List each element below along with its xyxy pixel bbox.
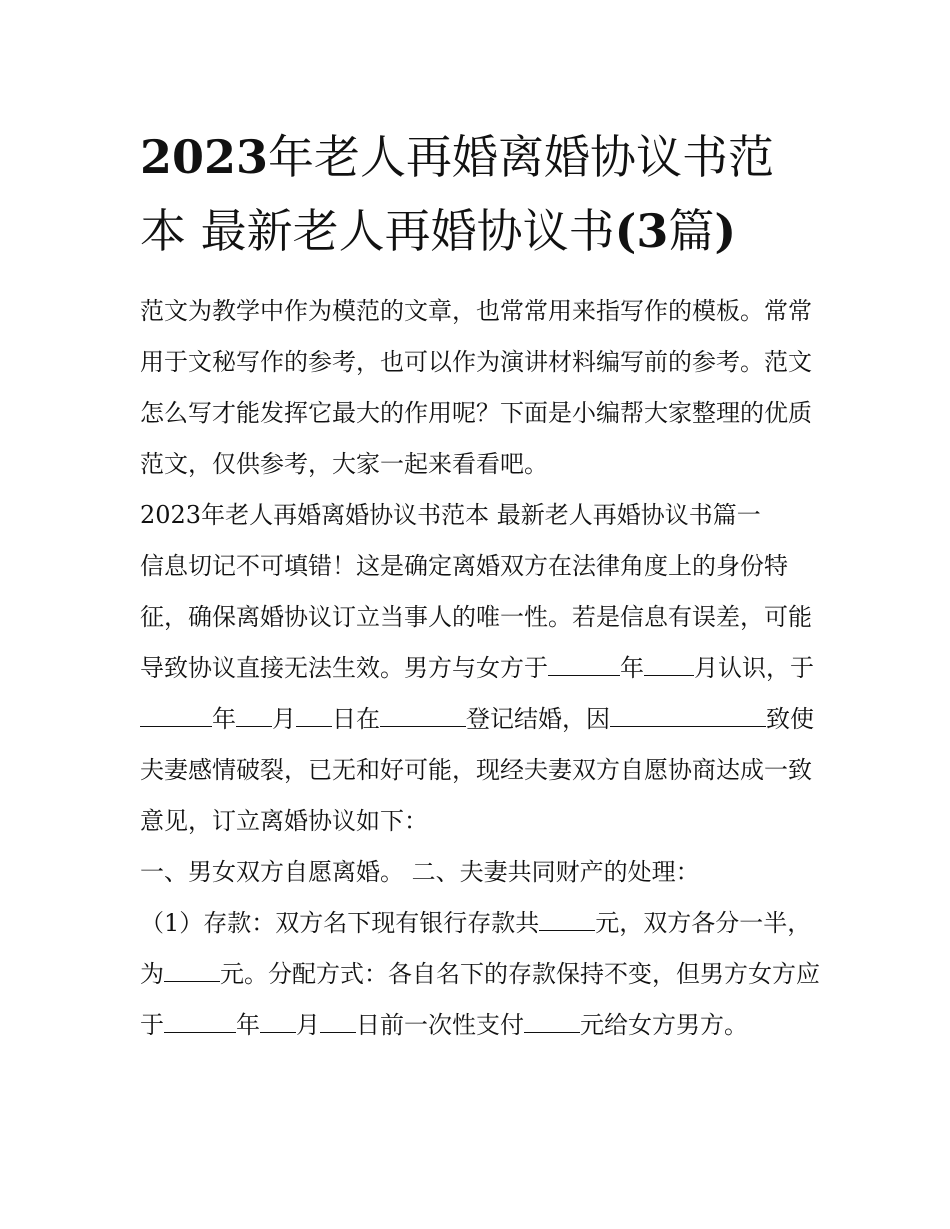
blank-field xyxy=(164,959,220,982)
para3-text-c: 元。分配方式：各自名下的存款保持不变，但男方女方应于 xyxy=(140,960,820,1039)
blank-field xyxy=(548,653,620,676)
blank-field xyxy=(644,653,694,676)
clause-paragraph: 一、男女双方自愿离婚。 二、夫妻共同财产的处理： xyxy=(140,858,700,886)
para1-text-b: 年 xyxy=(620,654,644,682)
blank-field xyxy=(140,704,212,727)
title-year: 2023 xyxy=(140,130,269,184)
title-count-close: ) xyxy=(714,204,737,258)
para1-text-h: 致使夫妻感情破裂，已无和好可能，现经夫妻双方自愿协商达成一致意见，订立离婚协议如下： xyxy=(140,705,814,835)
blank-field xyxy=(610,704,766,727)
blank-field xyxy=(164,1010,236,1033)
document-body xyxy=(140,286,820,1051)
para3-text-f: 日前一次性支付 xyxy=(356,1011,524,1039)
title-text: 年老人再婚离婚协议书范本 最新老人再婚协议书 xyxy=(140,130,775,258)
blank-field xyxy=(236,704,272,727)
para3-text-b: 元，双方各分一半，为 xyxy=(140,909,812,988)
deposit-paragraph xyxy=(140,898,820,1051)
identity-paragraph xyxy=(140,541,820,847)
title-count-unit: 篇 xyxy=(668,204,715,258)
para1-text-f: 日在 xyxy=(332,705,380,733)
para1-text-d: 年 xyxy=(212,705,236,733)
blank-field xyxy=(539,908,595,931)
blank-field xyxy=(524,1010,580,1033)
blank-field xyxy=(260,1010,296,1033)
blank-field xyxy=(296,704,332,727)
para1-text-e: 月 xyxy=(272,705,296,733)
para3-text-e: 月 xyxy=(296,1011,320,1039)
blank-field xyxy=(320,1010,356,1033)
para3-text-a: （1）存款：双方名下现有银行存款共 xyxy=(140,909,540,937)
section-heading: 2023年老人再婚离婚协议书范本 最新老人再婚协议书篇一 xyxy=(140,501,761,529)
blank-field xyxy=(380,704,466,727)
document-page xyxy=(140,120,820,1051)
para1-text-g: 登记结婚，因 xyxy=(466,705,610,733)
para3-text-g: 元给女方男方。 xyxy=(580,1011,748,1039)
document-title xyxy=(140,120,820,268)
title-count-open: (3 xyxy=(614,204,669,258)
intro-paragraph: 范文为教学中作为模范的文章，也常常用来指写作的模板。常常用于文秘写作的参考，也可以作为演讲材料编写前的参考。范文怎么写才能发挥它最大的作用呢？下面是小编帮大家整理的优质范文，仅供参考，大家一起来看看吧。 xyxy=(140,297,812,478)
para1-text-a: 信息切记不可填错！这是确定离婚双方在法律角度上的身份特征，确保离婚协议订立当事人的唯一性。若是信息有误差，可能导致协议直接无法生效。男方与女方于 xyxy=(140,552,812,682)
para3-text-d: 年 xyxy=(236,1011,260,1039)
para1-text-c: 月认识，于 xyxy=(694,654,814,682)
